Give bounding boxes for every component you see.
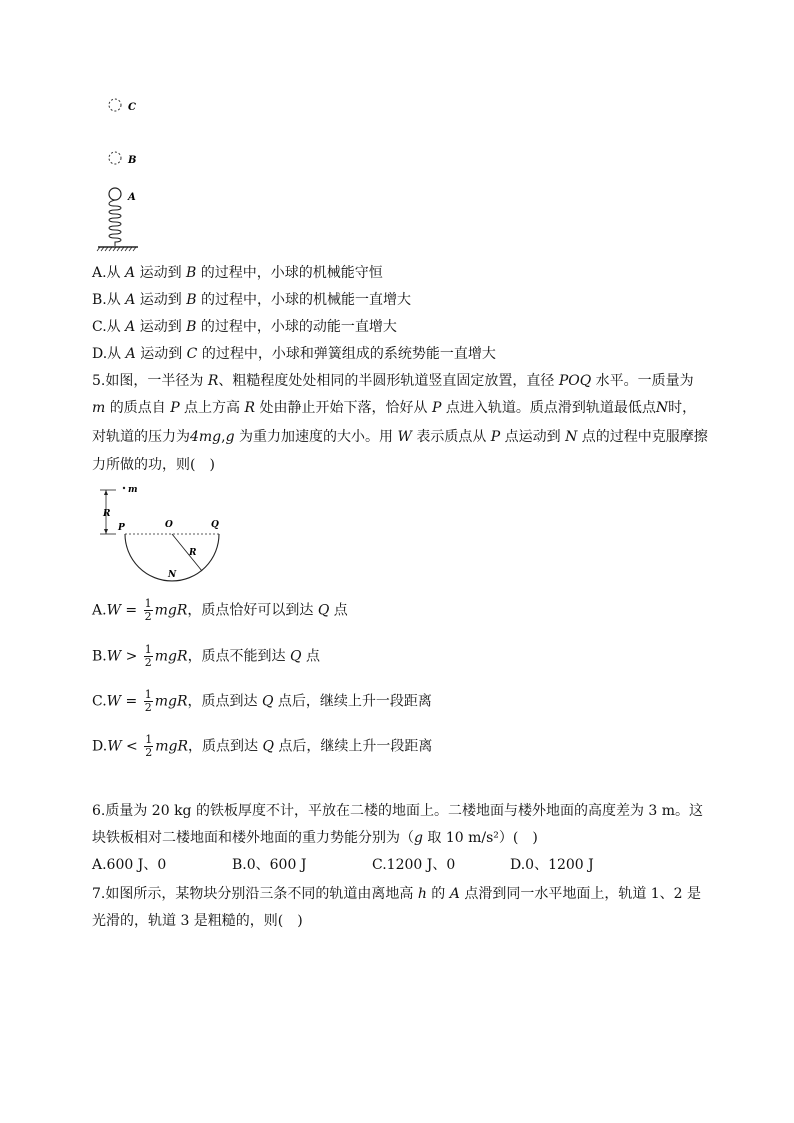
q6-option-b: B.0、600 J (232, 857, 307, 873)
label-p: P (118, 523, 125, 533)
fraction-half: $\frac{1}{2}$ (145, 733, 153, 759)
q6-stem-line1: 6.质量为 20 kg 的铁板厚度不计，平放在二楼的地面上。二楼地面与楼外地面的高度差为 3 m。这 (92, 803, 704, 819)
q7-stem-line1: 7.如图所示，某物块分别沿三条不同的轨道由离地高 h 的 A 点滑到同一水平地面上，轨道 1、2 是 (92, 886, 702, 902)
q5-option-b: B.W > $\frac{1}{2}$ mgR，质点不能到达 Q 点 (92, 643, 320, 669)
spring-ball-figure (92, 90, 162, 255)
mass-point (123, 487, 125, 489)
q6-stem-line2: 块铁板相对二楼地面和楼外地面的重力势能分别为（g 取 10 m/s²）( ) (92, 830, 538, 846)
label-r-radius: R (189, 548, 197, 558)
q7-stem-line2: 光滑的，轨道 3 是粗糙的，则( ) (92, 913, 303, 929)
label-b: B (128, 155, 137, 166)
ball-position-b (109, 152, 121, 164)
label-q: Q (211, 520, 219, 530)
q4-option-b: B.从 A 运动到 B 的过程中，小球的机械能一直增大 (92, 292, 411, 308)
q5-stem-line1: 5.如图，一半径为 R、粗糙程度处处相同的半圆形轨道竖直固定放置，直径 POQ 水平。一质量为 (92, 373, 694, 389)
label-m: m (128, 485, 138, 495)
semicircle-track-figure (92, 482, 242, 587)
q5-stem-line3: 对轨道的压力为4mg,g 为重力加速度的大小。用 W 表示质点从 P 点运动到 N 点的过程中克服摩擦 (92, 429, 708, 445)
q4-option-d: D.从 A 运动到 C 的过程中，小球和弹簧组成的系统势能一直增大 (92, 346, 496, 362)
q4-option-c: C.从 A 运动到 B 的过程中，小球的动能一直增大 (92, 319, 397, 335)
fraction-half: $\frac{1}{2}$ (144, 688, 152, 714)
q5-option-c: C.W = $\frac{1}{2}$ mgR，质点到达 Q 点后，继续上升一段距离 (92, 688, 432, 714)
q4-option-a: A.从 A 运动到 B 的过程中，小球的机械能守恒 (92, 265, 383, 281)
label-a: A (128, 192, 136, 203)
label-n: N (168, 570, 177, 580)
radius-line (172, 534, 202, 571)
arrow-down-icon (104, 529, 108, 534)
q5-stem-line4: 力所做的功，则( ) (92, 457, 215, 473)
ball-position-c (109, 99, 121, 111)
spring-coil (109, 200, 121, 246)
q5-option-a: A.W = $\frac{1}{2}$ mgR，质点恰好可以到达 Q 点 (92, 597, 348, 623)
q5-option-d: D.W < $\frac{1}{2}$ mgR，质点到达 Q 点后，继续上升一段距离 (92, 733, 433, 759)
q6-option-d: D.0、1200 J (510, 857, 594, 873)
label-r-height: R (103, 509, 111, 519)
fraction-half: $\frac{1}{2}$ (144, 643, 152, 669)
q5-stem-line2: m 的质点自 P 点上方高 R 处由静止开始下落，恰好从 P 点进入轨道。质点滑到轨道最低点N时， (92, 400, 697, 416)
label-c: C (128, 102, 136, 113)
ball-a (109, 188, 121, 200)
q6-option-a: A.600 J、0 (92, 857, 167, 873)
arrow-up-icon (104, 490, 108, 495)
label-o: O (165, 520, 173, 530)
fraction-half: $\frac{1}{2}$ (144, 597, 152, 623)
q6-option-c: C.1200 J、0 (372, 857, 456, 873)
